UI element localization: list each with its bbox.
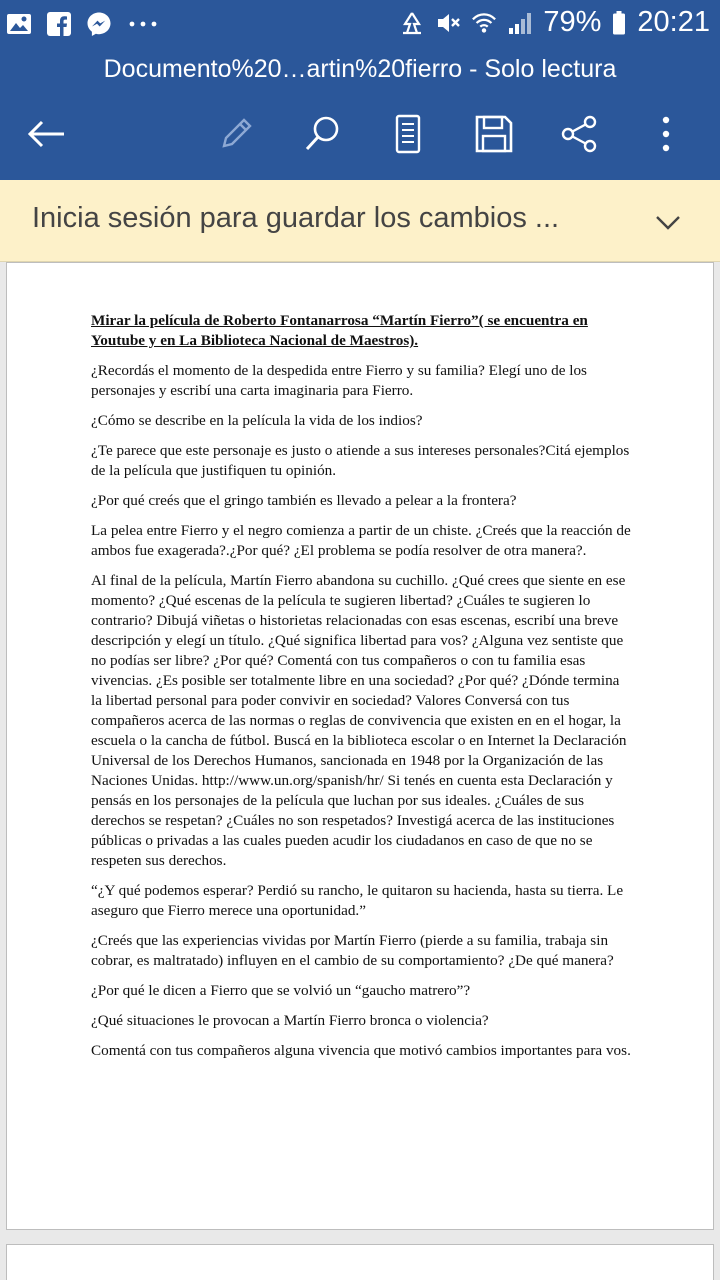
more-options-button[interactable] — [640, 108, 692, 160]
paragraph: ¿Por qué le dicen a Fierro que se volvió un “gaucho matrero”? — [91, 982, 471, 999]
back-arrow-icon — [26, 119, 66, 149]
battery-percent: 79% — [543, 6, 602, 38]
gallery-icon — [6, 8, 32, 40]
sign-in-banner[interactable] — [0, 180, 720, 262]
save-button[interactable] — [468, 108, 520, 160]
signal-icon — [507, 7, 533, 39]
sign-in-banner-text: Inicia sesión para guardar los cambios ... — [32, 202, 560, 234]
paragraph: ¿Te parece que este personaje es justo o atiende a sus intereses personales?Citá ejemplos de la película que justifiquen tu opinión. — [91, 442, 630, 479]
clock: 20:21 — [637, 6, 710, 38]
banner-expand-button[interactable] — [652, 206, 684, 238]
chevron-down-icon — [652, 206, 684, 238]
toolbar — [0, 108, 720, 160]
data-saver-icon — [399, 7, 425, 39]
wifi-icon — [471, 7, 497, 39]
paragraph: Comentá con tus compañeros alguna vivencia que motivó cambios importantes para vos. — [91, 1042, 631, 1059]
edit-button[interactable] — [210, 108, 262, 160]
notification-icons — [6, 8, 160, 40]
paragraph: ¿Cómo se describe en la película la vida de los indios? — [91, 412, 423, 429]
facebook-icon — [46, 8, 72, 40]
save-icon — [474, 114, 514, 154]
document-body — [91, 311, 633, 1071]
document-heading: Mirar la película de Roberto Fontanarrosa “Martín Fierro”( se encuentra en Youtube y en La Biblioteca Nacional de Maestros). — [91, 312, 588, 349]
paragraph: ¿Recordás el momento de la despedida entre Fierro y su familia? Elegí uno de los personajes y escribí una carta imaginaria para Fierro. — [91, 362, 587, 399]
more-vertical-icon — [661, 114, 671, 154]
battery-icon — [611, 7, 627, 39]
share-button[interactable] — [553, 108, 605, 160]
mute-icon — [435, 7, 461, 39]
document-page-next — [6, 1244, 714, 1280]
mobile-view-icon — [393, 114, 423, 154]
paragraph: ¿Qué situaciones le provocan a Martín Fierro bronca o violencia? — [91, 1012, 489, 1029]
paragraph: ¿Por qué creés que el gringo también es llevado a pelear a la frontera? — [91, 492, 517, 509]
search-icon — [302, 114, 342, 154]
share-icon — [559, 114, 599, 154]
pencil-icon — [216, 114, 256, 154]
app-bar — [0, 48, 720, 180]
back-button[interactable] — [20, 108, 72, 160]
more-notifications-icon — [126, 8, 160, 40]
messenger-icon — [86, 8, 112, 40]
document-page — [6, 262, 714, 1230]
paragraph: La pelea entre Fierro y el negro comienza a partir de un chiste. ¿Creés que la reacción de ambos fue exagerada?.¿Por qué? ¿El problema se podía resolver de otra manera?. — [91, 522, 631, 559]
document-title: Documento%20…artin%20fierro - Solo lectura — [103, 55, 617, 83]
paragraph: ¿Creés que las experiencias vividas por Martín Fierro (pierde a su familia, trabaja sin cobrar, es maltratado) influyen en el cambio de su comportamiento? ¿De qué manera? — [91, 932, 614, 969]
mobile-view-button[interactable] — [382, 108, 434, 160]
paragraph: “¿Y qué podemos esperar? Perdió su rancho, le quitaron su hacienda, hasta su tierra. Le aseguro que Fierro merece una oportunidad.” — [91, 882, 624, 919]
paragraph: Al final de la película, Martín Fierro abandona su cuchillo. ¿Qué crees que siente en ese momento? ¿Qué escenas de la película te sugieren libertad? ¿Cuáles te sugieren lo contrario? Dibujá viñetas o historietas relacionadas con esas escenas, escribí una breve descripción y elegí un título. ¿Qué significa libertad para vos? ¿Alguna vez sentiste que no podías ser libre? ¿Por qué? Comentá con tus compañeros o con tu familia esas vivencias. ¿Es posible ser totalmente libre en una sociedad? ¿Por qué? ¿Dónde termina la libertad personal para poder convivir en sociedad? Valores Conversá con tus compañeros acerca de las normas o reglas de convivencia que existen en en el hogar, la escuela o la cancha de fútbol. Buscá en la biblioteca escolar o en Internet la Declaración Universal de los Derechos Humanos, sancionada en 1948 por la Organización de las Naciones Unidas. http://www.un.org/spanish/hr/ Si tenés en cuenta esta Declaración y pensás en los personajes de la película que luchan por sus ideales. ¿Cuáles de sus derechos se respetan? ¿Cuáles no son respetados? Investigá acerca de las instituciones públicas o privadas a las cuales pueden acudir los ciudadanos en caso de que no se respeten sus derechos. — [91, 572, 627, 869]
status-bar — [0, 0, 720, 48]
search-button[interactable] — [296, 108, 348, 160]
system-icons — [399, 6, 710, 39]
